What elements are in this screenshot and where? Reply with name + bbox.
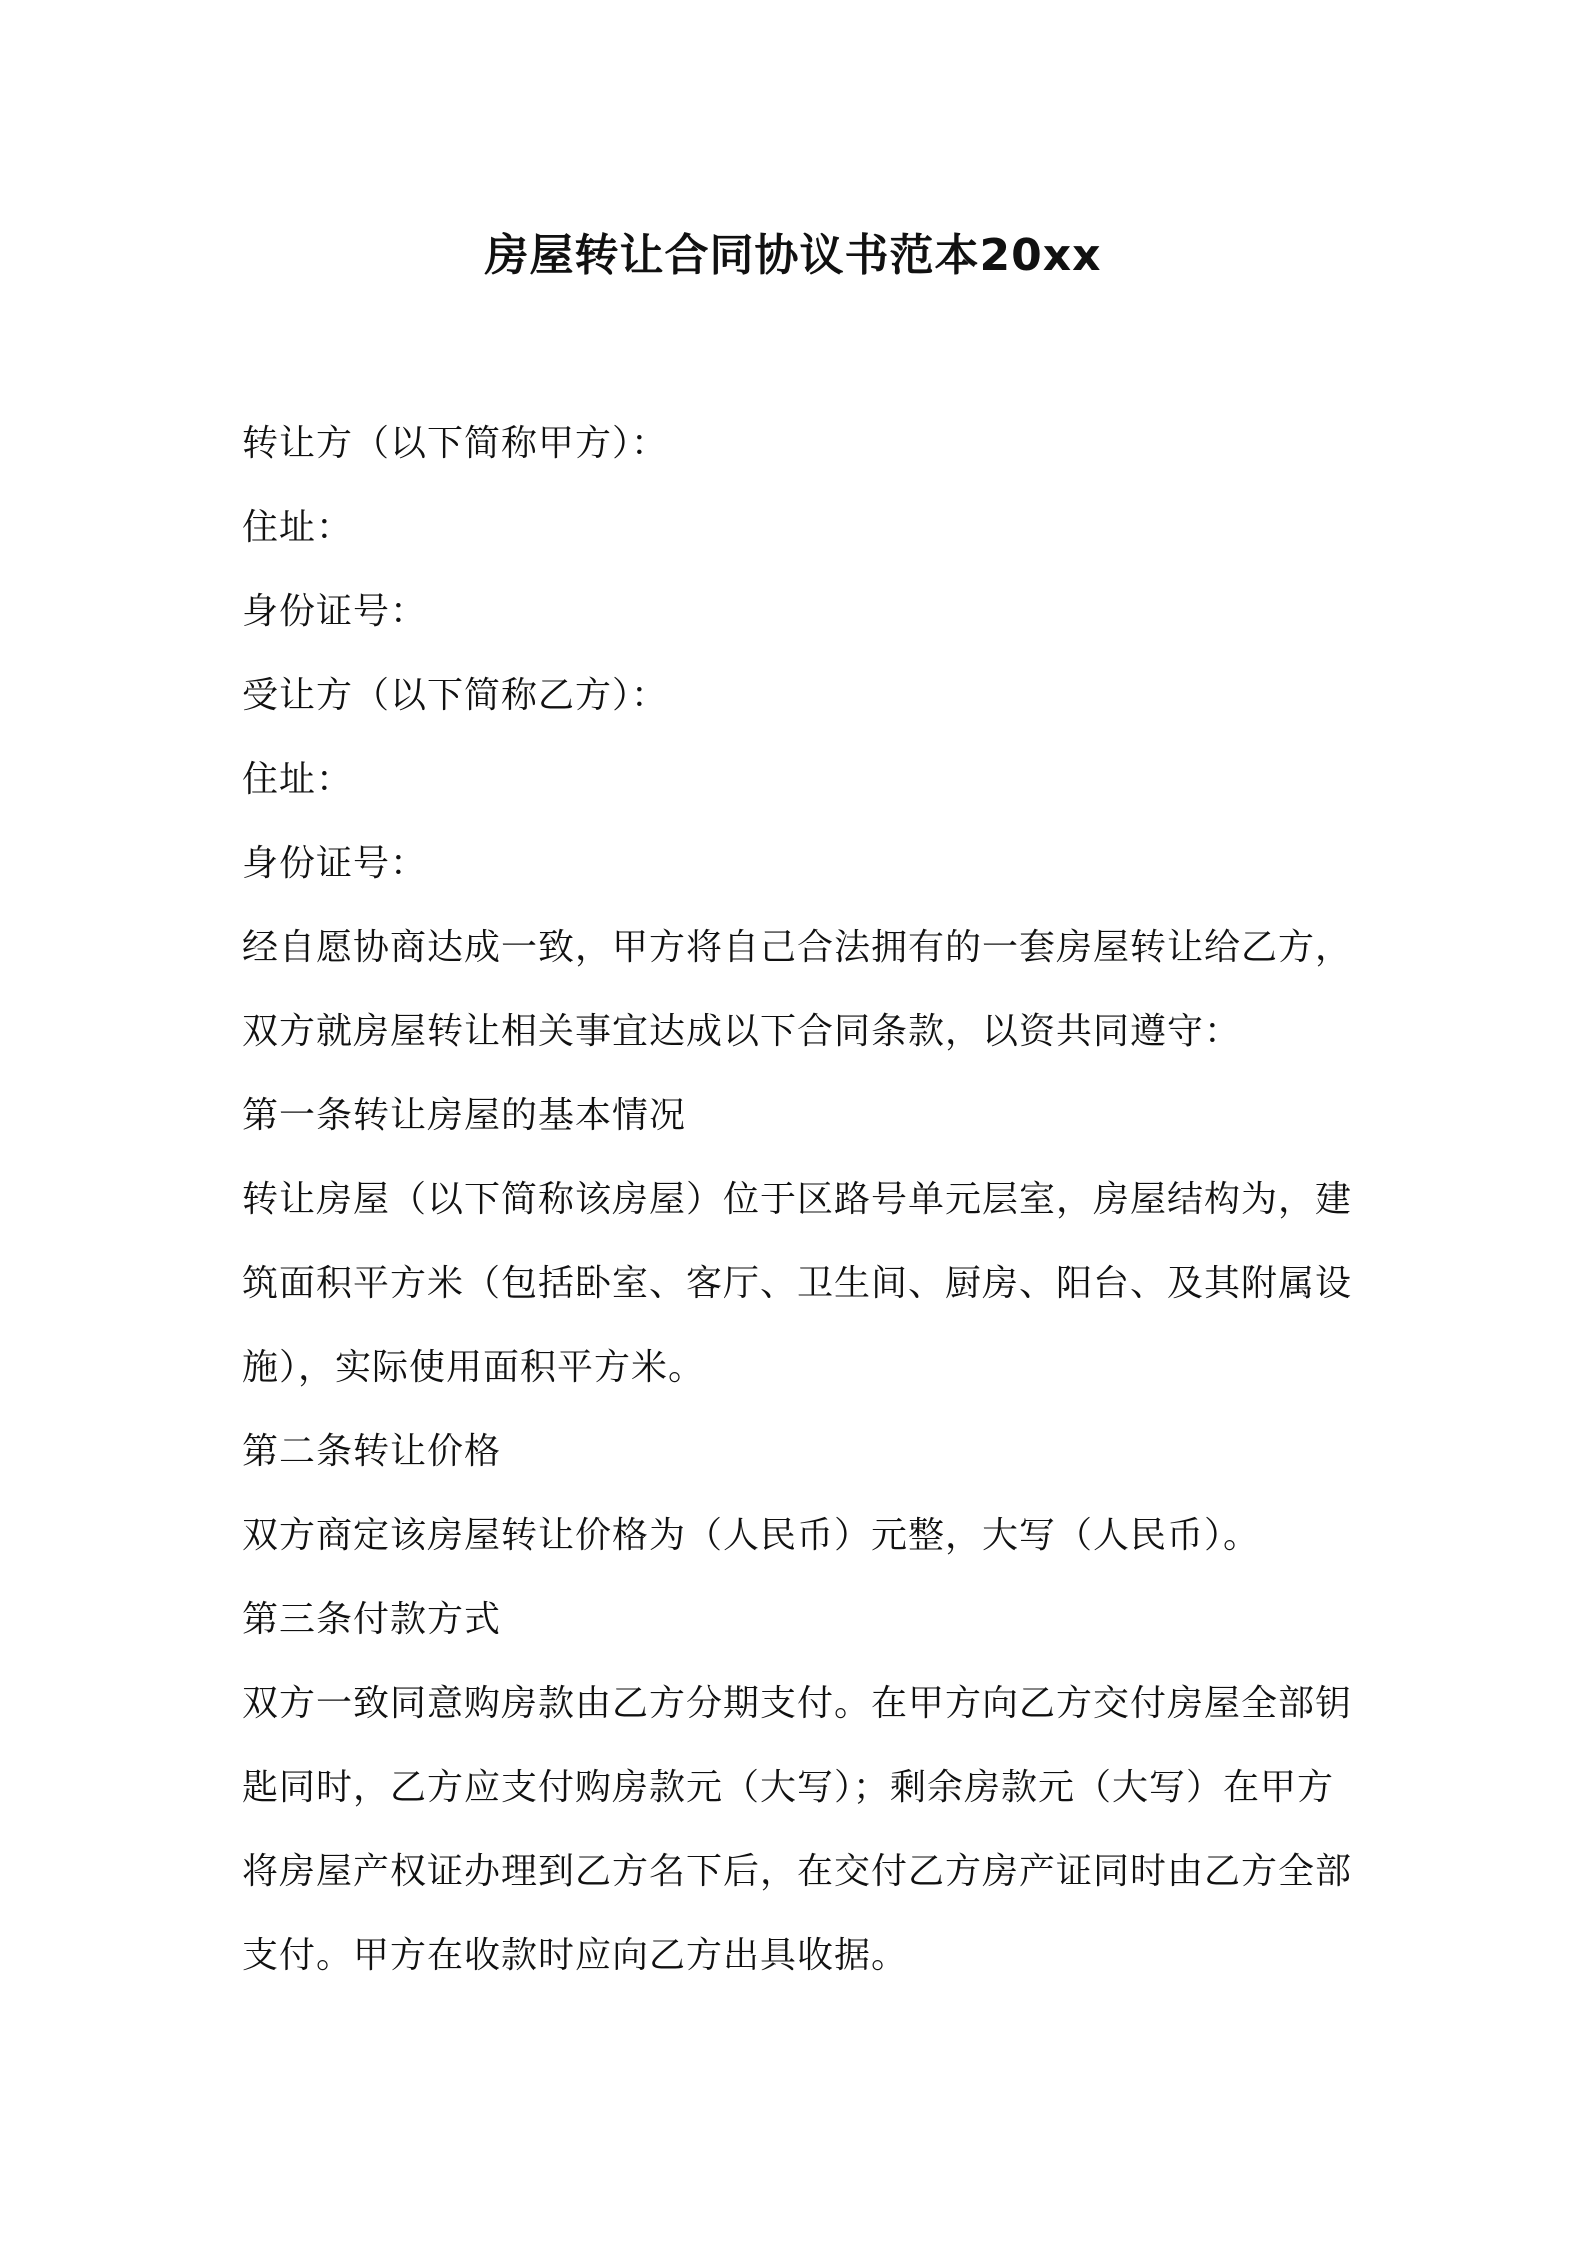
transferor-address-line: 住址： xyxy=(242,507,354,548)
transferee-line: 受让方（以下简称乙方）： xyxy=(242,675,669,716)
article-1-line-2: 筑面积平方米（包括卧室、客厅、卫生间、厨房、阳台、及其附属设 xyxy=(242,1263,1353,1304)
document-body xyxy=(242,402,1362,1998)
transferor-id-line: 身份证号： xyxy=(242,591,428,632)
article-3-line-2: 匙同时，乙方应支付购房款元（大写）；剩余房款元（大写）在甲方 xyxy=(242,1767,1335,1808)
transferor-line: 转让方（以下简称甲方）： xyxy=(242,423,669,464)
article-3-line-1: 双方一致同意购房款由乙方分期支付。在甲方向乙方交付房屋全部钥 xyxy=(242,1683,1353,1724)
transferee-address-line: 住址： xyxy=(242,759,354,800)
article-2-line-1: 双方商定该房屋转让价格为（人民币）元整，大写（人民币）。 xyxy=(242,1515,1261,1556)
article-1-heading: 第一条转让房屋的基本情况 xyxy=(242,1095,687,1136)
article-3-heading: 第三条付款方式 xyxy=(242,1599,502,1640)
article-1-line-1: 转让房屋（以下简称该房屋）位于区路号单元层室，房屋结构为，建 xyxy=(242,1179,1353,1220)
preamble-line-2: 双方就房屋转让相关事宜达成以下合同条款，以资共同遵守： xyxy=(242,1011,1242,1052)
article-2-heading: 第二条转让价格 xyxy=(242,1431,502,1472)
document-title: 房屋转让合同协议书范本20xx xyxy=(484,230,1102,281)
article-3-line-4: 支付。甲方在收款时应向乙方出具收据。 xyxy=(242,1935,909,1976)
preamble-line-1: 经自愿协商达成一致，甲方将自己合法拥有的一套房屋转让给乙方， xyxy=(242,927,1353,968)
article-1-line-3: 施），实际使用面积平方米。 xyxy=(242,1347,706,1388)
article-3-line-3: 将房屋产权证办理到乙方名下后，在交付乙方房产证同时由乙方全部 xyxy=(242,1851,1353,1892)
transferee-id-line: 身份证号： xyxy=(242,843,428,884)
